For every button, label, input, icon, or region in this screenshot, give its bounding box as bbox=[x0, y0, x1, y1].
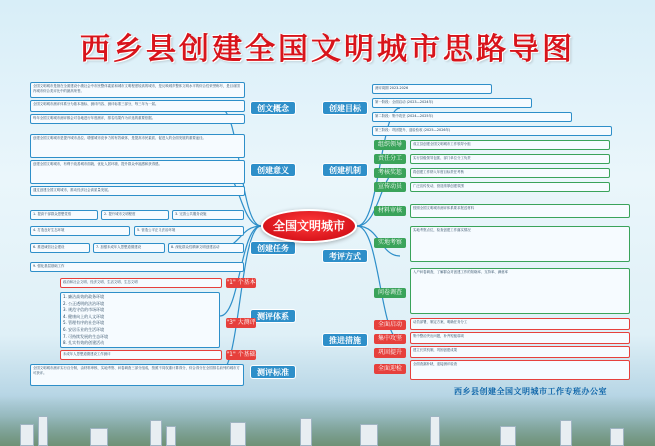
mechanism-publicity-label: 宣传动员 bbox=[374, 182, 406, 192]
mechanism-org-text: 成立县创建全国文明城市工作领导小组 bbox=[410, 140, 610, 150]
concept-text-2: 全国文明城市测评体系分为基本指标、测评内容、测评标准三部分，每三年为一届。 bbox=[30, 100, 245, 112]
mechanism-publicity-text: 广泛宣传发动，营造浓厚创建氛围 bbox=[410, 182, 610, 192]
branch-eval-standard: 测评标准 bbox=[250, 365, 296, 379]
measure-inspect-label: 全面迎检 bbox=[374, 364, 406, 374]
mechanism-assess-text: 将创建工作纳入年度目标责任考核 bbox=[410, 168, 610, 178]
system-item: 5. 管理有序的社会环境 bbox=[63, 320, 105, 326]
branch-eval-method: 考评方式 bbox=[322, 249, 368, 263]
task-7: 7. 加强未成年人思想道德建设 bbox=[93, 243, 165, 253]
branch-mechanism: 创建机制 bbox=[322, 163, 368, 177]
city-skyline-image bbox=[0, 396, 655, 446]
system-three-list bbox=[60, 292, 220, 348]
eval-field-text: 实地考察点位，检查创建工作落实情况 bbox=[410, 226, 630, 262]
eval-survey-label: 问卷调查 bbox=[374, 288, 406, 298]
measure-consolidate-label: 巩固提升 bbox=[374, 348, 406, 358]
goal-1: 测评周期 2023-2026 bbox=[372, 84, 492, 94]
measure-start-label: 全面启动 bbox=[374, 320, 406, 330]
branch-concept: 创文概念 bbox=[250, 101, 296, 115]
system-foundation-text: 未成年人思想道德建设工作测评 bbox=[60, 350, 222, 360]
standard-text: 全国文明城市测评实行百分制，由材料审核、实地考察、问卷调查三部分组成，按照不同权重计算得分，综合得分在全国排名前列的城市方可获评。 bbox=[30, 364, 244, 386]
task-8: 8. 深化群众性精神文明创建活动 bbox=[168, 243, 244, 253]
mechanism-duty-label: 责任分工 bbox=[374, 154, 406, 164]
goal-4: 第三阶段：巩固提升、迎检验收 (2025—2026年) bbox=[372, 126, 612, 136]
concept-text-1: 全国文明城市是指在全面建设小康社会中市民整体素质和城市文明程度较高的城市，是反映城乡整体文明水平的综合性荣誉称号，是目前国内城市综合类评比中的最高荣誉。 bbox=[30, 82, 245, 98]
significance-text-3: 通过创建全国文明城市，推动经济社会高质量发展。 bbox=[30, 186, 245, 196]
system-item: 8. 扎实有效的创建活动 bbox=[63, 340, 105, 346]
significance-text-2: 创建全国文明城市，有利于改善城市面貌、优化人居环境、提升群众幸福感和获得感。 bbox=[30, 160, 245, 184]
eval-material-label: 材料审核 bbox=[374, 206, 406, 216]
system-basic-text: 政治和社会文明、经济文明、生活文明、生态文明 bbox=[60, 278, 222, 288]
measure-attack-label: 集中攻坚 bbox=[374, 334, 406, 344]
goal-3: 第二阶段：集中攻坚 (2024—2025年) bbox=[372, 112, 572, 122]
system-item: 1. 廉洁高效的政务环境 bbox=[63, 294, 105, 299]
branch-eval-system: 测评体系 bbox=[250, 309, 296, 323]
system-foundation-label: "1" 个基础 bbox=[226, 351, 256, 358]
mechanism-org-label: 组织领导 bbox=[374, 140, 406, 150]
goal-2: 第一阶段：全面启动 (2023—2024年) bbox=[372, 98, 532, 108]
task-9: 9. 强化基层基础工作 bbox=[30, 262, 244, 272]
task-1: 1. 提高干部群众思想觉悟 bbox=[30, 210, 98, 220]
measure-inspect-text: 全面查漏补缺，迎接测评检查 bbox=[410, 360, 630, 380]
page-title: 西乡县创建全国文明城市思路导图 bbox=[80, 32, 575, 67]
task-2: 2. 提升城市文明程度 bbox=[101, 210, 169, 220]
measure-consolidate-text: 建立长效机制，巩固创建成果 bbox=[410, 346, 630, 358]
center-node: 全国文明城市 bbox=[261, 209, 357, 243]
mechanism-assess-label: 考核奖惩 bbox=[374, 168, 406, 178]
eval-field-label: 实地考察 bbox=[374, 238, 406, 248]
system-basic-label: "1" 个基本 bbox=[226, 279, 256, 286]
eval-survey-text: 入户问卷调查，了解群众对创建工作的知晓率、支持率、满意率 bbox=[410, 268, 630, 314]
branch-measures: 推进措施 bbox=[322, 333, 368, 347]
task-4: 4. 打造良好生态环境 bbox=[30, 226, 130, 236]
system-item: 2. 公正透明的法治环境 bbox=[63, 300, 105, 306]
branch-significance: 创建意义 bbox=[250, 163, 296, 177]
mechanism-duty-text: 实行县级领导包抓、部门单位分工负责 bbox=[410, 154, 610, 164]
task-5: 5. 营造公平正义法治环境 bbox=[134, 226, 244, 236]
measure-attack-text: 集中整治突出问题，补齐短板弱项 bbox=[410, 332, 630, 344]
concept-text-3: 每年全国文明城市测评都会对各地进行年度测评，排名结果作为评选的重要依据。 bbox=[30, 114, 245, 124]
measure-start-text: 动员部署，制定方案，明确任务分工 bbox=[410, 318, 630, 330]
task-3: 3. 完善公共服务设施 bbox=[172, 210, 244, 220]
system-item: 7. 可持续发展的生态环境 bbox=[63, 333, 109, 339]
branch-tasks: 创建任务 bbox=[250, 241, 296, 255]
system-item: 3. 规范守信的市场环境 bbox=[63, 307, 105, 313]
system-item: 4. 健康向上的人文环境 bbox=[63, 313, 105, 319]
task-6: 6. 推进诚信社会建设 bbox=[30, 243, 90, 253]
branch-goals: 创建目标 bbox=[322, 101, 368, 115]
significance-text-1: 创建全国文明城市是提升城市品位、增强城市竞争力的有效载体，是提高市民素质、促进人的全面发展的重要途径。 bbox=[30, 134, 245, 158]
system-item: 6. 安居乐业的生活环境 bbox=[63, 326, 105, 332]
system-three-label: "3" 大测评 bbox=[226, 319, 256, 326]
eval-material-text: 按照全国文明城市测评体系要求报送材料 bbox=[410, 204, 630, 218]
footer-organization: 西乡县创建全国文明城市工作专班办公室 bbox=[454, 387, 607, 396]
